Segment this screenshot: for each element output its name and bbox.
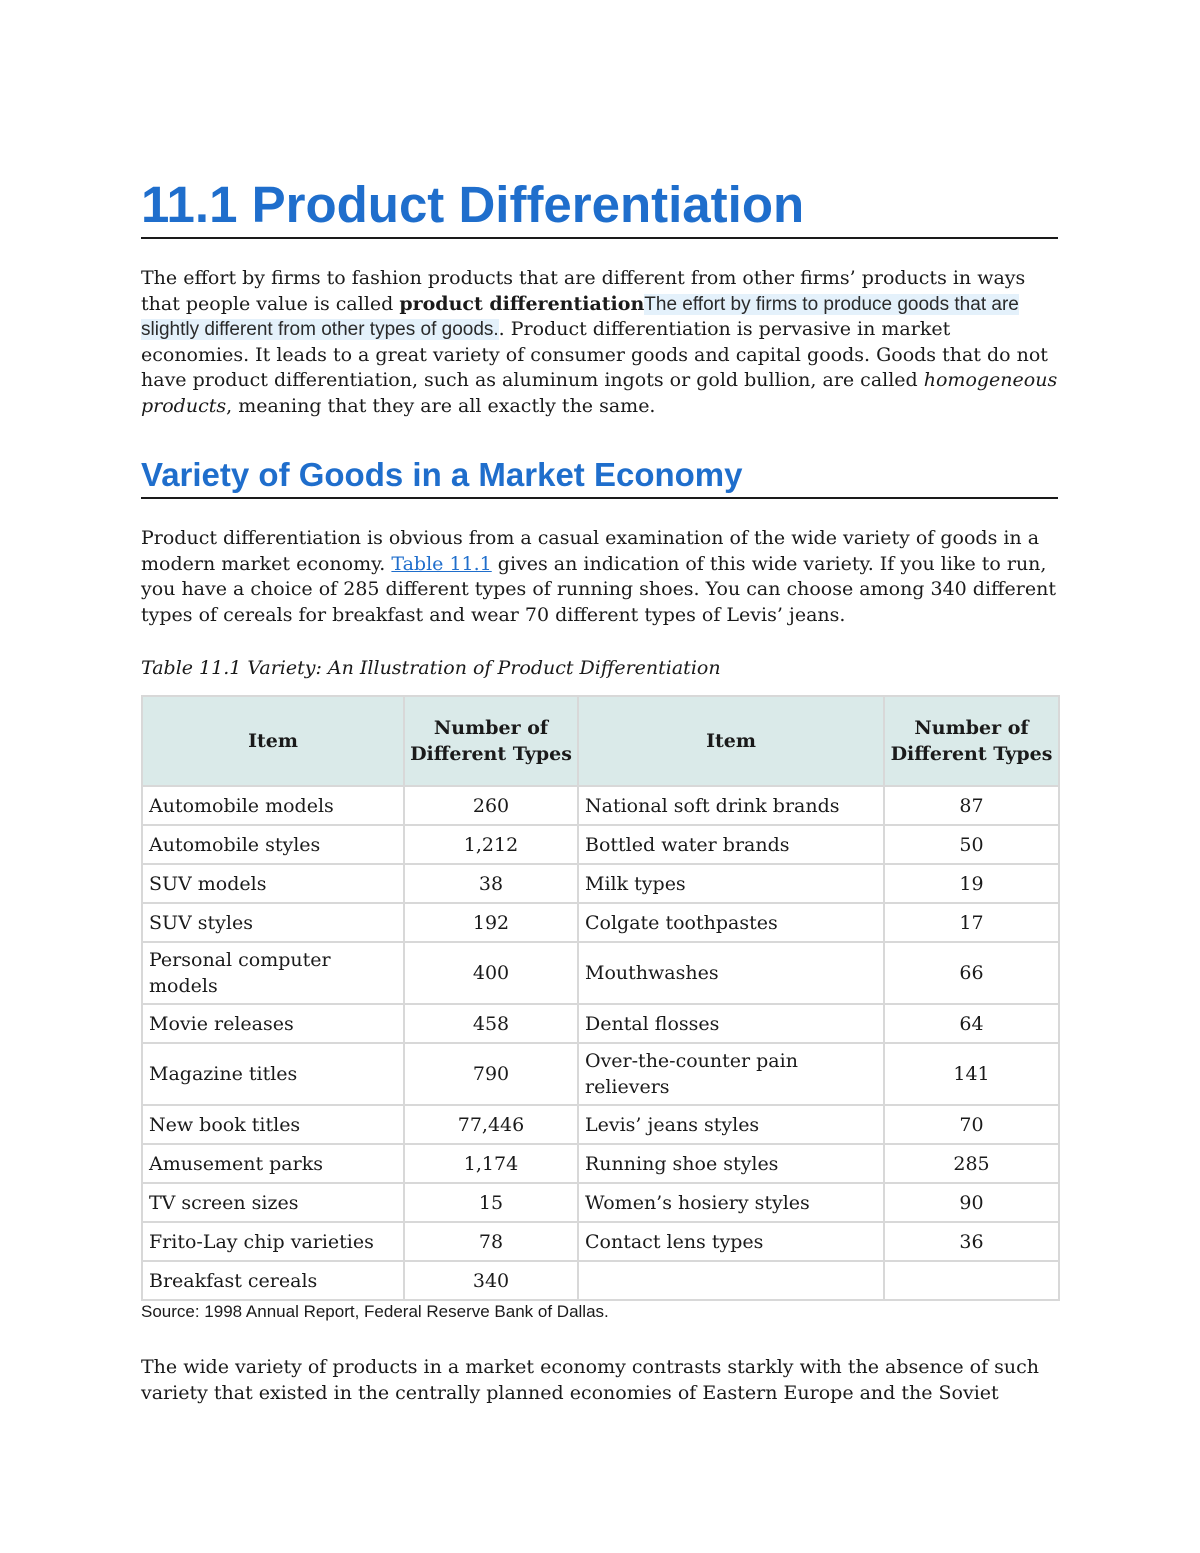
count-cell: 78 [404,1222,578,1261]
header-item-1: Item [142,696,404,786]
item-cell [578,1261,884,1300]
count-cell: 15 [404,1183,578,1222]
count-cell: 38 [404,864,578,903]
count-cell: 64 [884,1004,1059,1043]
count-cell: 19 [884,864,1059,903]
term-homogeneous-products: homogeneous products [141,369,1058,417]
table-header-row [142,696,1059,786]
count-cell: 17 [884,903,1059,942]
item-cell: Amusement parks [142,1144,404,1183]
item-cell: Milk types [578,864,884,903]
item-cell: Women’s hosiery styles [578,1183,884,1222]
item-cell: Personal computer models [142,942,404,1004]
term-product-differentiation[interactable]: product differentiation [399,292,645,315]
page-title: 11.1 Product Differentiation [141,175,1058,239]
table-row [142,1043,1059,1105]
count-cell: 1,212 [404,825,578,864]
table-row [142,864,1059,903]
item-cell: Levis’ jeans styles [578,1105,884,1144]
item-cell: Dental flosses [578,1004,884,1043]
count-cell: 260 [404,786,578,825]
intro-paragraph: The effort by firms to fashion products that are different from other firms’ products in ways that people value is called product differentiationThe effort by firms to produce goods that are slightly different from other types of goods.. Product differentiation is pervasive in market economies. It leads to a great variety of consumer goods and capital goods. Goods that do not have product differentiation, such as aluminum ingots or gold bullion, are called homogeneous products, meaning that they are all exactly the same. [141,267,1058,417]
item-cell: Running shoe styles [578,1144,884,1183]
count-cell: 77,446 [404,1105,578,1144]
item-cell: Movie releases [142,1004,404,1043]
item-cell: Over-the-counter pain relievers [578,1043,884,1105]
count-cell: 90 [884,1183,1059,1222]
count-cell: 70 [884,1105,1059,1144]
table-row [142,942,1059,1004]
count-cell: 285 [884,1144,1059,1183]
variety-table [141,695,1060,1301]
count-cell: 192 [404,903,578,942]
table-row [142,1105,1059,1144]
header-item-2: Item [578,696,884,786]
table-caption: Table 11.1 Variety: An Illustration of Product Differentiation [141,657,721,679]
table-row [142,903,1059,942]
page-content [141,175,1058,1406]
count-cell: 36 [884,1222,1059,1261]
count-cell: 790 [404,1043,578,1105]
section-paragraph: Product differentiation is obvious from a casual examination of the wide variety of goods in a modern market economy. Table 11.1 gives an indication of this wide variety. If you like to run, you have a choice of 285 different types of running shoes. You can choose among 340 different types of cereals for breakfast and wear 70 different types of Levis’ jeans. [141,527,1056,626]
header-count-2: Number of Different Types [884,696,1059,786]
count-cell: 141 [884,1043,1059,1105]
table-row [142,825,1059,864]
item-cell: Bottled water brands [578,825,884,864]
item-cell: SUV styles [142,903,404,942]
item-cell: SUV models [142,864,404,903]
count-cell: 340 [404,1261,578,1300]
item-cell: National soft drink brands [578,786,884,825]
count-cell [884,1261,1059,1300]
glossary-definition: The effort by firms to produce goods that are slightly different from other types of goods. [141,293,1019,340]
count-cell: 87 [884,786,1059,825]
item-cell: Frito-Lay chip varieties [142,1222,404,1261]
item-cell: Automobile models [142,786,404,825]
count-cell: 400 [404,942,578,1004]
count-cell: 1,174 [404,1144,578,1183]
table-row [142,1004,1059,1043]
count-cell: 458 [404,1004,578,1043]
item-cell: Contact lens types [578,1222,884,1261]
table-row [142,1222,1059,1261]
item-cell: TV screen sizes [142,1183,404,1222]
count-cell: 66 [884,942,1059,1004]
table-link[interactable]: Table 11.1 [391,552,492,575]
table-row [142,1261,1059,1300]
item-cell: Breakfast cereals [142,1261,404,1300]
section-heading: Variety of Goods in a Market Economy [141,455,1058,499]
item-cell: New book titles [142,1105,404,1144]
count-cell: 50 [884,825,1059,864]
closing-paragraph: The wide variety of products in a market economy contrasts starkly with the absence of such variety that existed in the centrally planned economies of Eastern Europe and the Soviet [141,1356,1040,1404]
item-cell: Automobile styles [142,825,404,864]
table-row [142,786,1059,825]
header-count-1: Number of Different Types [404,696,578,786]
item-cell: Magazine titles [142,1043,404,1105]
table-source: Source: 1998 Annual Report, Federal Reserve Bank of Dallas. [141,1302,609,1321]
item-cell: Mouthwashes [578,942,884,1004]
table-row [142,1183,1059,1222]
table-row [142,1144,1059,1183]
item-cell: Colgate toothpastes [578,903,884,942]
